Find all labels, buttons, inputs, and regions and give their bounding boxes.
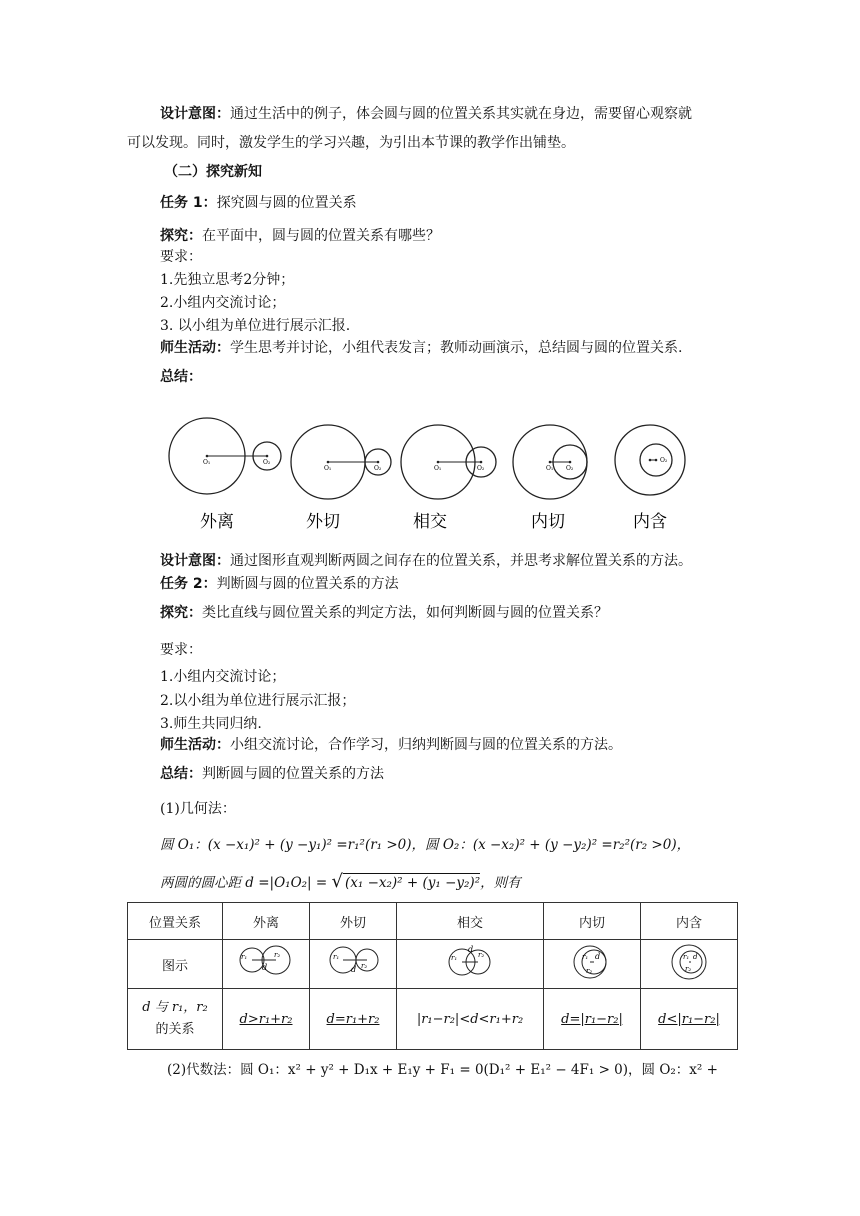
caption-contain: 内含 (633, 512, 667, 532)
task1-text: 探究圆与圆的位置关系 (216, 195, 357, 211)
o1-label: O₁ (434, 465, 442, 472)
geometry-equation-1 (160, 836, 690, 854)
task1 (160, 194, 357, 212)
o2-label: O₂ (374, 465, 382, 472)
o1-label: O₁ (546, 465, 554, 472)
svg-text:r₂: r₂ (478, 951, 485, 959)
figure-intersect (397, 940, 544, 989)
explore2-text: 类比直线与圆位置关系的判定方法，如何判断圆与圆的位置关系？ (202, 605, 608, 621)
diagram-intersect (401, 425, 496, 532)
svg-text:r₁: r₁ (451, 954, 458, 962)
condition-label-line1: d 与 r₁，r₂ (142, 1000, 208, 1015)
header-col-4: 内切 (544, 903, 641, 940)
activity1 (160, 339, 682, 357)
method1-title: (1)几何法： (160, 801, 236, 817)
header-col-1: 外离 (223, 903, 310, 940)
circle-relations-diagram (163, 410, 703, 538)
explore1-label: 探究： (160, 228, 202, 244)
table-figure-row (128, 940, 738, 989)
circle1-equation: 圆 O₁：(x −x₁)² + (y −y₁)² =r₁²(r₁ >0)， (160, 837, 426, 853)
activity2 (160, 736, 622, 754)
intent1-line2: 可以发现。同时，激发学生的学习兴趣，为引出本节课的教学作出铺垫。 (127, 135, 575, 151)
table-condition-row (128, 989, 738, 1050)
diagram-contain (615, 425, 685, 532)
explore2-label: 探究： (160, 605, 202, 621)
task2-label: 任务 2： (160, 576, 217, 592)
figure-external-tangent (310, 940, 397, 989)
svg-text:d: d (468, 945, 474, 954)
figure-separate (223, 940, 310, 989)
diagram-internal-tangent (513, 425, 587, 532)
o1-label: O₁ (203, 459, 211, 466)
activity2-text: 小组交流讨论，合作学习，归纳判断圆与圆的位置关系的方法。 (230, 737, 622, 753)
intent2-text: 通过图形直观判断两圆之间存在的位置关系，并思考求解位置关系的方法。 (230, 553, 692, 569)
activity2-label: 师生活动： (160, 737, 230, 753)
header-col-5: 内含 (641, 903, 738, 940)
explore1 (160, 227, 440, 245)
center-distance-root: (x₁ −x₂)² + (y₁ −y₂)² (344, 875, 481, 891)
center-distance-suffix: ，则有 (480, 875, 521, 891)
diagram-separate (169, 418, 281, 532)
require2-label: 要求： (160, 642, 202, 658)
activity1-label: 师生活动： (160, 340, 230, 356)
task2 (160, 575, 399, 593)
condition-external-tangent: d=r₁+r₂ (310, 989, 397, 1050)
caption-external-tangent: 外切 (306, 512, 340, 532)
svg-text:r₂: r₂ (685, 965, 692, 973)
o2-label: O₂ (263, 459, 271, 466)
svg-text:r₂: r₂ (274, 951, 281, 959)
summary2-label: 总结： (160, 766, 202, 782)
condition-intersect: |r₁−r₂|<d<r₁+r₂ (397, 989, 544, 1050)
svg-text:d: d (693, 953, 698, 961)
require1-item-3: 3. 以小组为单位进行展示汇报. (160, 318, 351, 334)
require2-item-3: 3.师生共同归纳. (160, 716, 262, 732)
summary2 (160, 765, 384, 783)
svg-text:r₂: r₂ (586, 967, 593, 975)
summary2-text: 判断圆与圆的位置关系的方法 (202, 766, 384, 782)
condition-contain: d<|r₁−r₂| (641, 989, 738, 1050)
svg-text:d: d (351, 965, 357, 974)
o2-label: O₂ (566, 465, 574, 472)
header-col-2: 外切 (310, 903, 397, 940)
o1-label: O₁ (324, 465, 332, 472)
intent1-label: 设计意图： (160, 106, 230, 122)
o2-label: O₂ (477, 465, 485, 472)
caption-internal-tangent: 内切 (531, 512, 565, 532)
diagram-external-tangent (291, 425, 391, 532)
require2-item-2: 2.以小组为单位进行展示汇报； (160, 693, 356, 709)
relation-table (127, 902, 738, 1050)
method2-text: (2)代数法：圆 O₁：x² + y² + D₁x + E₁y + F₁ = 0(D₁² + E₁² − 4F₁ > 0)，圆 O₂：x² + (167, 1062, 718, 1078)
caption-intersect: 相交 (413, 512, 447, 532)
table-header-row (128, 903, 738, 940)
figure-row-label: 图示 (128, 940, 223, 989)
intent2 (160, 552, 692, 570)
circle2-equation: 圆 O₂：(x −x₂)² + (y −y₂)² =r₂²(r₂ >0)， (425, 837, 691, 853)
condition-separate: d>r₁+r₂ (223, 989, 310, 1050)
figure-contain (641, 940, 738, 989)
summary1-label: 总结： (160, 369, 202, 385)
center-distance-prefix: 两圆的圆心距 d =|O₁O₂| = (160, 875, 332, 891)
require1-label: 要求： (160, 249, 202, 265)
intent1-line1 (160, 105, 692, 123)
require1-item-2: 2.小组内交流讨论； (160, 295, 286, 311)
task1-label: 任务 1： (160, 195, 217, 211)
caption-separate: 外离 (200, 512, 234, 532)
require2-item-1: 1.小组内交流讨论； (160, 669, 286, 685)
intent1-text1: 通过生活中的例子，体会圆与圆的位置关系其实就在身边，需要留心观察就 (230, 106, 692, 122)
svg-text:r₁: r₁ (241, 953, 248, 961)
task2-text: 判断圆与圆的位置关系的方法 (216, 576, 399, 592)
explore2 (160, 604, 608, 622)
require1-item-1: 1.先独立思考2分钟； (160, 272, 295, 288)
svg-text:r₂: r₂ (361, 962, 368, 970)
header-label: 位置关系 (128, 903, 223, 940)
svg-text:r₁: r₁ (683, 953, 690, 961)
svg-text:d: d (595, 952, 601, 961)
activity1-text: 学生思考并讨论，小组代表发言；教师动画演示，总结圆与圆的位置关系. (230, 340, 683, 356)
header-col-3: 相交 (397, 903, 544, 940)
figure-internal-tangent (544, 940, 641, 989)
section-heading: （二）探究新知 (164, 164, 262, 180)
svg-text:d: d (262, 963, 268, 972)
condition-internal-tangent: d=|r₁−r₂| (544, 989, 641, 1050)
condition-label-line2: 的关系 (155, 1022, 195, 1037)
geometry-equation-2: 两圆的圆心距 d =|O₁O₂| = √ (x₁ −x₂)² + (y₁ −y₂)²，则有 (160, 871, 521, 892)
intent2-label: 设计意图： (160, 553, 230, 569)
svg-text:r₁: r₁ (582, 953, 589, 961)
condition-row-label (128, 989, 223, 1050)
svg-text:r₁: r₁ (333, 953, 340, 961)
o2-label: O₂ (660, 457, 668, 464)
explore1-text: 在平面中，圆与圆的位置关系有哪些？ (202, 228, 440, 244)
